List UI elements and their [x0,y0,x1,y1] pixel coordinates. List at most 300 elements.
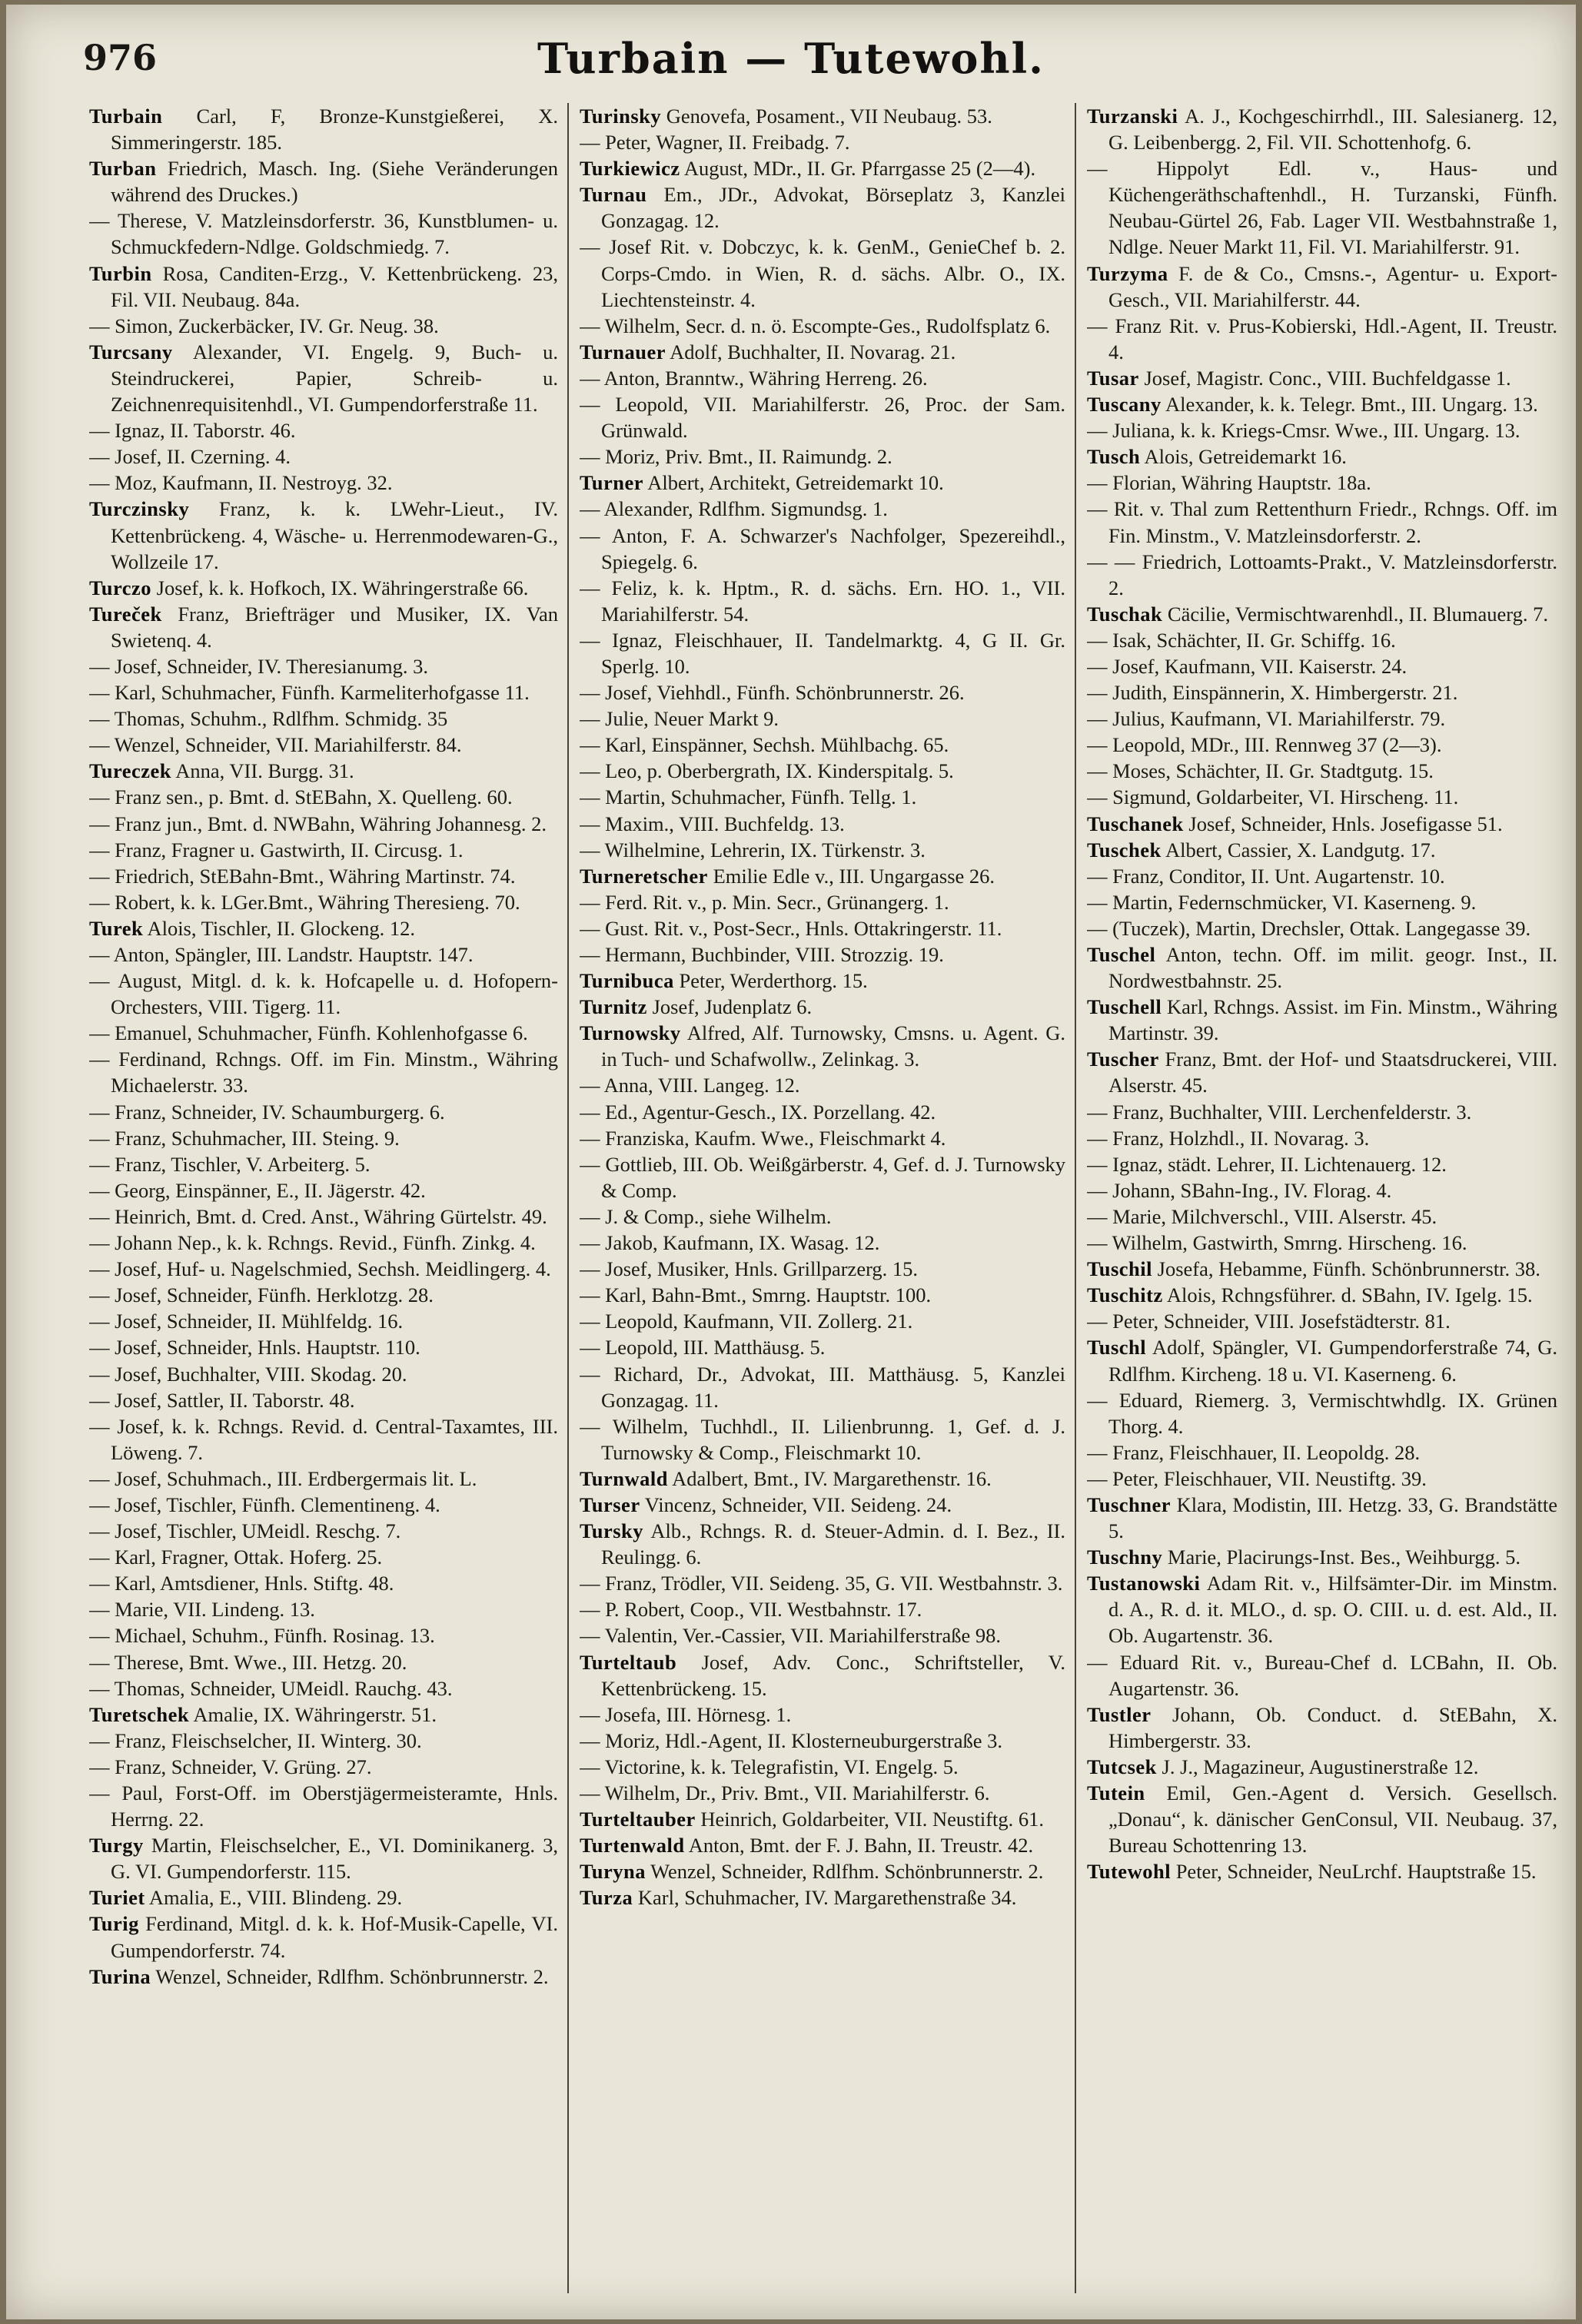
entry-given-name: — Hippolyt Edl. v., [1087,157,1380,181]
directory-entry [580,1832,1065,1858]
entry-details: Cäcilie, Vermischtwarenhdl., II. Blumauerg. 7. [1167,602,1548,626]
entry-surname: Tuschner [1087,1492,1172,1516]
entry-details: Conditor, II. Unt. Augartenstr. 10. [1168,864,1445,888]
entry-given-name: — Julius, [1087,707,1165,731]
entry-given-name: — Therese, [89,1650,184,1674]
directory-entry [1087,1099,1557,1125]
entry-given-name: — Ignaz, [580,628,663,652]
column-2 [580,103,1065,2309]
directory-entry [89,968,558,1020]
entry-details: Franz, k. k. LWehr-Lieut., IV. Kettenbrückeng. 4, Wäsche- u. Herrenmodewaren-G., Wollzeile 17. [111,497,558,573]
entry-details: III. Ob. Weißgärberstr. 4, Gef. d. J. Turnowsky & Comp. [601,1152,1065,1202]
entry-given-name: — Judith, [1087,681,1168,705]
directory-entry [89,1387,558,1413]
entry-given-name: — Franz, [89,1126,167,1150]
entry-given-name: — Karl, [580,1283,646,1307]
directory-entry [89,1702,558,1728]
entry-given-name: — Franz, [89,838,167,862]
entry-given-name: — Anton, [580,523,668,547]
entry-details: Alois, Rchngsführer. d. SBahn, IV. Igelg. 15. [1166,1283,1533,1307]
entry-details: Amalia, E., VIII. Blindeng. 29. [148,1886,403,1910]
entry-details: Wenzel, Schneider, Rdlfhm. Schönbrunnerstr. 2. [650,1860,1044,1884]
entry-given-name: — Franz, [89,1755,167,1778]
entry-details: III. Matthäusg. 5. [683,1336,826,1360]
entry-details: k. k. Rchngs. Revid. d. Central-Taxamtes, III. Löweng. 7. [111,1414,558,1464]
directory-entry [580,1125,1065,1151]
directory-entry [580,313,1065,339]
directory-entry [89,1754,558,1780]
entry-surname: Turczinsky [89,497,190,521]
entry-details: Einspännerin, X. Himbergerstr. 21. [1172,681,1458,705]
entry-details: Schuhm., Fünfh. Rosinag. 13. [191,1624,435,1648]
entry-given-name: — Georg, [89,1178,171,1202]
directory-entry [89,915,558,941]
entry-surname: Tureczek [89,759,172,783]
entry-given-name: — (Tuczek), [1087,916,1191,940]
entry-given-name: — Josef, [89,1388,162,1412]
entry-details: Tuchhdl., II. Lilienbrunng. 1, Gef. d. J. Turnowsky & Comp., Fleischmarkt 10. [601,1414,1065,1464]
directory-entry [1087,549,1557,601]
entry-details: F. A. Schwarzer's Nachfolger, Spezereihdl., Spiegelg. 6. [601,523,1065,573]
directory-entry [580,1230,1065,1256]
directory-entry [89,261,558,313]
entry-details: Coop., VII. Westbahnstr. 17. [690,1598,922,1622]
directory-entry [580,863,1065,889]
entry-given-name: — Leo, [580,759,642,783]
entry-details: Alois, Getreidemarkt 16. [1144,445,1347,469]
entry-details: Alfred, Alf. Turnowsky, Cmsns. u. Agent. G. in Tuch- und Schafwollw., Zelinkag. 3. [601,1021,1065,1071]
entry-details: Schneider, UMeidl. Rauchg. 43. [190,1676,453,1700]
entry-details: Buchhalter, VIII. Lerchenfelderstr. 3. [1168,1100,1472,1124]
page-header [6,5,1576,103]
entry-details: Schneider, VII. Mariahilferstr. 84. [184,733,462,757]
directory-entry [580,968,1065,994]
entry-details: Buchbinder, VIII. Strozzig. 19. [690,943,944,966]
entry-given-name: — Josef, [580,681,653,705]
entry-details: Musiker, Hnls. Grillparzerg. 15. [656,1257,919,1281]
directory-entry [580,1151,1065,1204]
entry-given-name: — Valentin, [580,1624,678,1648]
entry-details: J. J., Magazineur, Augustinerstraße 12. [1162,1755,1479,1778]
entry-details: Priv. Bmt., II. Raimundg. 2. [665,445,892,469]
entry-details: Post-Secr., Hnls. Ottakringerstr. 11. [713,916,1002,940]
entry-details: Karl, Schuhmacher, IV. Margarethenstraße 34. [637,1886,1017,1910]
entry-details: k. k. Rchngs. Revid., Fünfh. Zinkg. 4. [226,1231,536,1255]
entry-details: StEBahn-Bmt., Währing Martinstr. 74. [199,864,516,888]
entry-details: Em., JDr., Advokat, Börseplatz 3, Kanzlei Gonzagag. 12. [601,183,1065,233]
entry-details: Tischler, Fünfh. Clementineng. 4. [166,1492,440,1516]
directory-entry [580,365,1065,391]
directory-entry [580,1596,1065,1622]
entry-details: Peter, Werderthorg. 15. [679,969,868,993]
directory-entry [580,758,1065,784]
directory-entry [89,470,558,496]
directory-entry [89,313,558,339]
entry-given-name: — Julie, [580,707,649,731]
directory-entry [580,1728,1065,1754]
directory-entry [580,103,1065,129]
entry-details: Schneider, Fünfh. Herklotzg. 28. [166,1283,434,1307]
entry-given-name: — Franz jun., [89,812,203,835]
directory-entry [1087,784,1557,810]
entry-details: Kaufm. Wwe., Fleischmarkt 4. [694,1126,946,1150]
entry-details: Kaufmann, II. Nestroyg. 32. [161,471,393,495]
directory-entry [89,601,558,653]
directory-entry [580,1649,1065,1702]
entry-surname: Turyna [580,1860,646,1884]
entry-given-name: — Wenzel, [89,733,181,757]
column-divider [1075,103,1076,2293]
entry-details: Viehhdl., Fünfh. Schönbrunnerstr. 26. [656,681,965,705]
entry-details: Rosa, Canditen-Erzg., V. Kettenbrückeng. 23, Fil. VII. Neubaug. 84a. [111,261,558,311]
directory-entry [89,811,558,837]
directory-entry [89,653,558,679]
directory-entry [89,1308,558,1334]
entry-given-name: — Peter, [1087,1310,1159,1333]
directory-entry [89,1649,558,1675]
entry-surname: Turgy [89,1834,144,1858]
directory-entry [1087,1256,1557,1282]
entry-given-name: — Sigmund, [1087,785,1191,809]
entry-details: Währing Hauptstr. 18a. [1181,471,1371,495]
entry-surname: Turina [89,1964,151,1988]
entry-details: Zuckerbäcker, IV. Gr. Neug. 38. [178,314,439,337]
directory-entry [580,784,1065,810]
entry-details: Martin, Drechsler, Ottak. Langegasse 39. [1195,916,1531,940]
directory-entry [580,496,1065,522]
entry-details: Martin, Fleischselcher, E., VI. Dominikanerg. 3, G. VI. Gumpendorferstr. 115. [111,1834,558,1884]
entry-details: Fleischselcher, II. Winterg. 30. [171,1728,422,1752]
directory-entry [580,1492,1065,1518]
entry-details: Federnschmücker, VI. Kaserneng. 9. [1178,890,1477,914]
entry-surname: Tuschl [1087,1336,1147,1360]
entry-given-name: — Johann, [1087,1178,1175,1202]
entry-given-name: — Robert, [89,890,175,914]
directory-entry [1087,391,1557,417]
directory-entry [1087,1649,1557,1702]
entry-details: Alb., Rchngs. R. d. Steuer-Admin. d. I. Bez., II. Reulingg. 6. [601,1519,1065,1569]
entry-details: Schuhmach., III. Erdbergermais lit. L. [166,1466,477,1490]
entry-given-name: — Josef, [89,654,162,678]
entry-details: Adalbert, Bmt., IV. Margarethenstr. 16. [672,1466,992,1490]
entry-surname: Turczo [89,576,152,599]
entry-given-name: — Moz, [89,471,158,495]
entry-details: Fragner, Ottak. Hoferg. 25. [161,1545,383,1569]
entry-given-name: — Josef, [89,1492,162,1516]
column-3 [1087,103,1557,2309]
directory-entry [89,863,558,889]
entry-surname: Turcsany [89,340,173,364]
entry-given-name: — Moriz, [580,1728,660,1752]
entry-given-name: — Josef, [89,1257,162,1281]
directory-entry [89,1911,558,1963]
directory-entry [580,1020,1065,1072]
entry-surname: Turneretscher [580,864,708,888]
entry-surname: Tutcsek [1087,1755,1157,1778]
entry-details: Josef, Judenplatz 6. [652,995,813,1019]
entry-details: Carl, F, Bronze-Kunstgießerei, X. Simmeringerstr. 185. [111,105,558,154]
directory-entry [89,1204,558,1230]
directory-entry [1087,470,1557,496]
directory-entry [1087,155,1557,260]
directory-entry [1087,863,1557,889]
entry-details: Bmt. Wwe., III. Hetzg. 20. [188,1650,407,1674]
entry-details: Anna, VII. Burgg. 31. [175,759,354,783]
directory-entry [89,679,558,706]
directory-entry [580,941,1065,968]
entry-given-name: — Juliana, [1087,419,1175,443]
entry-details: Secr. d. n. ö. Escompte-Ges., Rudolfsplatz 6. [685,314,1051,337]
directory-entry [1087,811,1557,837]
directory-entry [89,103,558,155]
entry-surname: Tustanowski [1087,1572,1201,1595]
entry-given-name: — Karl, [89,1545,156,1569]
directory-entry [1087,417,1557,443]
entry-details: Karl, Rchngs. Assist. im Fin. Minstm., Währing Martinstr. 39. [1108,995,1557,1045]
entry-details: Albert, Cassier, X. Landgutg. 17. [1165,838,1436,862]
entry-details: Trödler, VII. Seideng. 35, G. VII. Westbahnstr. 3. [661,1572,1063,1595]
entry-surname: Turnauer [580,340,666,364]
entry-given-name: — Maxim., [580,812,674,835]
directory-entry [580,811,1065,837]
entry-details: Peter, Schneider, NeuLrchf. Hauptstraße 15. [1175,1860,1537,1884]
entry-given-name: — Franz, [580,1572,657,1595]
entry-details: Haus- und Küchengeräthschaftenhdl., H. Turzanski, Fünfh. Neubau-Gürtel 26, Fab. Lager VII. Westbahnstraße 1, Ndlge. Neuer Markt 11, Fil. VI. Mariahilferstr. 91. [1108,157,1557,259]
entry-given-name: — Wilhelm, [1087,1231,1188,1255]
directory-entry [580,1754,1065,1780]
entry-details: Tischler, UMeidl. Reschg. 7. [166,1519,401,1543]
entry-surname: Tuscher [1087,1047,1159,1071]
directory-entry [1087,365,1557,391]
directory-entry [89,1099,558,1125]
directory-entry [580,837,1065,863]
entry-given-name: — Wilhelm, [580,1414,689,1438]
entry-given-name: — Feliz, [580,576,658,599]
entry-details: Fleischhauer, VII. Neustiftg. 39. [1163,1466,1427,1490]
entry-given-name: — Moriz, [580,445,660,469]
entry-given-name: — Martin, [1087,890,1173,914]
entry-details: VIII. Buchfeldg. 13. [679,812,845,835]
directory-entry [1087,994,1557,1046]
entry-given-name: — Ferdinand, [89,1047,207,1071]
entry-details: k. k. Telegrafistin, VI. Engelg. 5. [690,1755,959,1778]
directory-entry [580,1334,1065,1360]
entry-details: Friedr., Rchngs. Off. im Fin. Minstm., V. Matzleinsdorferstr. 2. [1108,497,1557,547]
entry-details: Josef, Schneider, Hnls. Josefigasse 51. [1188,812,1503,835]
entry-details: Schneider, Hnls. Hauptstr. 110. [166,1336,420,1360]
entry-surname: Tuschitz [1087,1283,1163,1307]
directory-page [6,5,1576,2319]
entry-given-name: — Josef, [89,1519,162,1543]
entry-details: Fleischhauer, II. Tandelmarktg. 4, G II. Gr. Sperlg. 10. [601,628,1065,678]
directory-entry [89,575,558,601]
entry-details: siehe Wilhelm. [709,1204,832,1228]
directory-entry [89,1884,558,1911]
directory-entry [580,627,1065,679]
directory-entry [580,889,1065,915]
directory-entry [1087,1439,1557,1466]
entry-given-name: — Karl, [89,1572,156,1595]
directory-entry [89,758,558,784]
directory-entry [89,1151,558,1177]
entry-details: Fleischhauer, II. Leopoldg. 28. [1168,1440,1421,1464]
directory-entry [89,1964,558,1990]
directory-entry [1087,1544,1557,1570]
entry-details: VII. Lindeng. 13. [173,1598,315,1622]
entry-given-name: — Wilhelm, [580,1781,680,1804]
entry-details: Kaufmann, VII. Kaiserstr. 24. [1164,654,1408,678]
directory-entry [1087,1702,1557,1754]
entry-details: Josefa, Hebamme, Fünfh. Schönbrunnerstr. 38. [1157,1257,1540,1281]
directory-entry [89,1125,558,1151]
entry-given-name: — Josef, [89,1310,162,1333]
entry-given-name: — Josef, [89,1362,162,1386]
directory-entry [580,1884,1065,1911]
entry-details: Anton, techn. Off. im milit. geogr. Inst., II. Nordwestbahnstr. 25. [1108,943,1557,993]
directory-entry [89,1361,558,1387]
directory-entry [1087,1177,1557,1204]
directory-entry [1087,706,1557,732]
entry-given-name: — Leopold, [580,1310,679,1333]
directory-entry [1087,1754,1557,1780]
entry-surname: Tusch [1087,445,1141,469]
entry-given-name: — Franz, [1087,1100,1165,1124]
entry-details: Heinrich, Goldarbeiter, VII. Neustiftg. 61. [700,1808,1045,1831]
entry-details: Ferdinand, Mitgl. d. k. k. Hof-Musik-Capelle, VI. Gumpendorferstr. 74. [111,1912,558,1962]
column-divider [567,103,569,2293]
entry-surname: Tutewohl [1087,1860,1172,1884]
directory-entry [89,784,558,810]
entry-details: Kaufmann, VI. Mariahilferstr. 79. [1170,707,1446,731]
directory-entry [580,470,1065,496]
entry-details: Bureau-Chef d. LCBahn, II. Ob. Augartenstr. 36. [1108,1650,1557,1700]
entry-given-name: — Franz, [1087,1126,1165,1150]
entry-details: k. k. LGer.Bmt., Währing Theresieng. 70. [180,890,520,914]
directory-entry [580,155,1065,181]
directory-entry [1087,1151,1557,1177]
entry-details: k. k. GenM., GenieChef b. 2. Corps-Cmdo. in Wien, R. d. sächs. Albr. O., IX. Liechtensteinstr. 4. [601,235,1065,311]
entry-given-name: — Hermann, [580,943,686,966]
entry-given-name: — Josef, [89,1336,162,1360]
entry-surname: Tustler [1087,1702,1152,1726]
entry-given-name: — Franz, [89,1100,167,1124]
entry-given-name: — Simon, [89,314,173,337]
entry-given-name: — Marie, [89,1598,169,1622]
directory-entry [580,181,1065,234]
entry-details: Mitgl. d. k. k. Hofcapelle u. d. Hofopern-Orchesters, VIII. Tigerg. 11. [111,969,558,1019]
directory-entry [89,1596,558,1622]
entry-given-name: — Ferd. Rit. v., [580,890,707,914]
entry-surname: Turser [580,1492,640,1516]
directory-entry [1087,627,1557,653]
entry-details: Adam Rit. v., Hilfsämter-Dir. im Minstm. d. A., R. d. it. MLO., d. sp. O. CIII. u. d. est. Ald., II. Ob. Augartenstr. 36. [1108,1572,1557,1648]
entry-details: p. Min. Secr., Grünangerg. 1. [712,890,949,914]
entry-given-name: — Jakob, [580,1231,658,1255]
entry-given-name: — Franziska, [580,1126,690,1150]
entry-given-name: — Franz, [89,1728,167,1752]
entry-details: Riemerg. 3, Vermischtwhdlg. IX. Grünen Thorg. 4. [1108,1388,1557,1438]
entry-details: Kaufmann, VII. Zollerg. 21. [683,1310,913,1333]
entry-details: Alois, Tischler, II. Glockeng. 12. [147,916,416,940]
entry-details: Schuhmacher, Fünfh. Kohlenhofgasse 6. [197,1021,528,1045]
entry-details: Kaufmann, IX. Wasag. 12. [663,1231,880,1255]
entry-details: Schuhmacher, Fünfh. Karmeliterhofgasse 11. [161,681,530,705]
entry-details: Emil, Gen.-Agent d. Versich. Gesellsch. „Donau“, k. dänischer GenConsul, VII. Neubaug. 37, Bureau Schottenring 13. [1108,1781,1557,1858]
entry-surname: Tutein [1087,1781,1145,1804]
entry-details: Hdl.-Agent, II. Treustr. 4. [1108,314,1557,364]
entry-given-name: — Johann Nep., [89,1231,222,1255]
entry-surname: Tuschel [1087,943,1156,966]
entry-given-name: — Franz sen., [89,785,204,809]
entry-details: Einspänner, E., II. Jägerstr. 42. [175,1178,426,1202]
entry-details: p. Oberbergrath, IX. Kinderspitalg. 5. [646,759,954,783]
directory-entry [89,1518,558,1544]
entry-details: Schuhmacher, III. Steing. 9. [171,1126,400,1150]
directory-entry [580,706,1065,732]
entry-given-name: — Franz, [1087,1440,1165,1464]
entry-details: Bmt. d. Cred. Anst., Währing Gürtelstr. 49. [196,1204,547,1228]
directory-entry [89,1413,558,1466]
entry-surname: Turteltaub [580,1650,677,1674]
directory-entry [1087,732,1557,758]
entry-given-name: — Franz Rit. v. Prus-Kobierski, [1087,314,1357,337]
entry-details: VII. Mariahilferstr. 26, Proc. der Sam. Grünwald. [601,393,1065,443]
entry-details: Tischler, V. Arbeiterg. 5. [171,1152,371,1176]
directory-entry [580,1413,1065,1466]
entry-details: Einspänner, Sechsh. Mühlbachg. 65. [651,733,949,757]
entry-surname: Turnowsky [580,1021,681,1045]
entry-surname: Turbin [89,261,152,285]
entry-details: Goldarbeiter, VI. Hirscheng. 11. [1196,785,1459,809]
entry-given-name: — Paul, [89,1781,164,1804]
directory-entry [1087,837,1557,863]
entry-given-name: — Peter, [1087,1466,1159,1490]
directory-entry [1087,1387,1557,1439]
entry-details: II. Czerning. 4. [166,445,291,469]
directory-entry [580,129,1065,155]
entry-surname: Tuschil [1087,1257,1153,1281]
entry-details: Ver.-Cassier, VII. Mariahilferstraße 98. [682,1624,1001,1648]
entry-surname: Turtenwald [580,1834,685,1858]
entry-details: Adolf, Buchhalter, II. Novarag. 21. [670,340,956,364]
directory-entry [1087,1334,1557,1386]
entry-surname: Tusar [1087,366,1139,390]
entry-surname: Turinsky [580,105,662,128]
entry-details: II. Taborstr. 46. [170,419,296,443]
directory-entry [580,1256,1065,1282]
entry-given-name: — Josef Rit. v. Dobczyc, [580,235,800,259]
directory-entry [580,1622,1065,1648]
directory-entry [1087,1230,1557,1256]
entry-details: Emilie Edle v., III. Ungargasse 26. [713,864,995,888]
entry-surname: Turig [89,1912,139,1936]
directory-entry [89,1544,558,1570]
entry-details: Fragner u. Gastwirth, II. Circusg. 1. [171,838,464,862]
directory-entry [1087,443,1557,470]
entry-details: Adolf, Spängler, VI. Gumpendorferstraße 74, G. Rdlfhm. Kircheng. 18 u. VI. Kaserneng. 6. [1108,1336,1557,1386]
entry-surname: Tureček [89,602,162,626]
entry-surname: Turetschek [89,1702,190,1726]
directory-entry [1087,941,1557,994]
entry-details: Friedrich, Masch. Ing. (Siehe Veränderungen während des Druckes.) [111,157,558,207]
entry-given-name: — Gust. Rit. v., [580,916,708,940]
entry-given-name: — Therese, [89,209,188,233]
directory-entry [89,1334,558,1360]
directory-entry [89,1570,558,1596]
directory-entry [89,155,558,208]
entry-given-name: — Franz, [1087,864,1165,888]
directory-entry [580,1806,1065,1832]
